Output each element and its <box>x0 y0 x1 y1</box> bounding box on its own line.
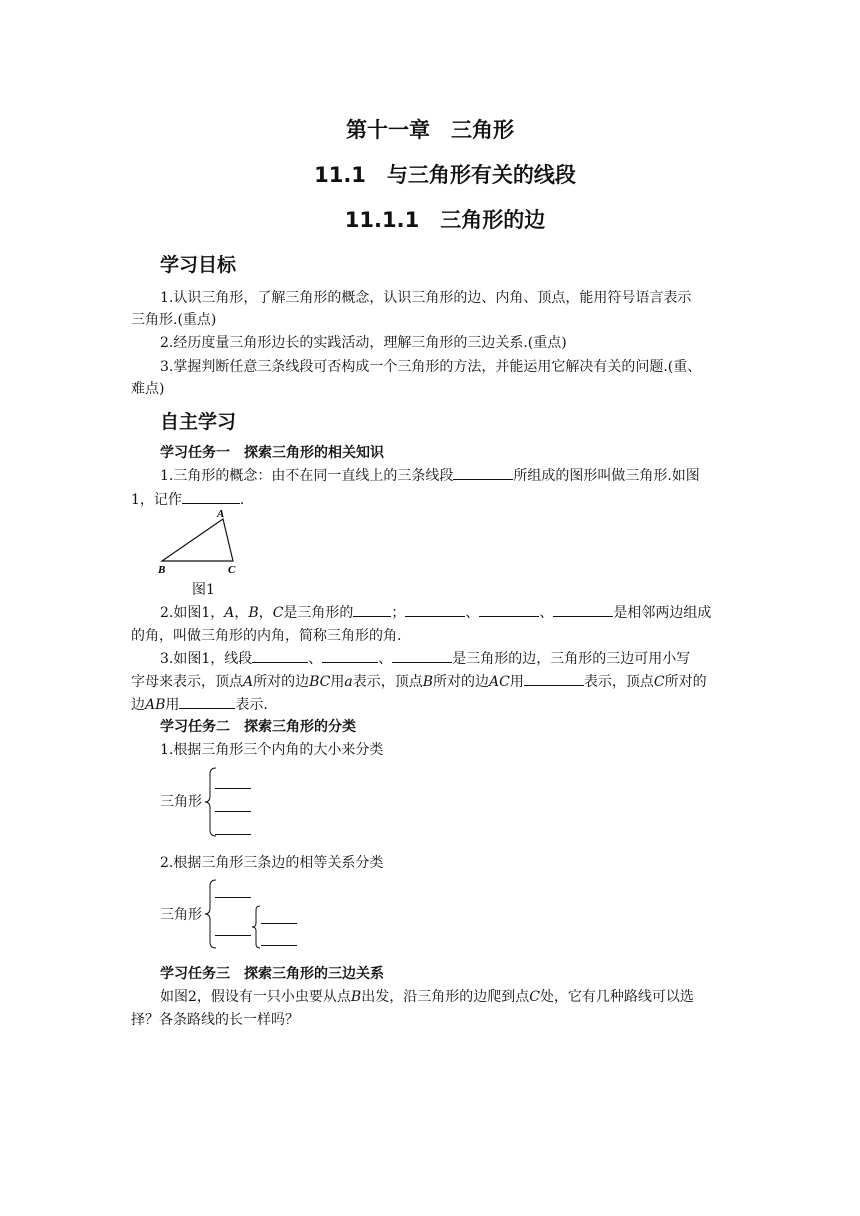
task3-title: 学习任务三 探索三角形的三边关系 <box>160 966 384 982</box>
vertex-a-label: A <box>217 508 225 520</box>
task1-q1-line2: 1，记作 . <box>131 488 244 512</box>
task2-title: 学习任务二 探索三角形的分类 <box>160 719 356 735</box>
answer-blank[interactable] <box>215 788 251 789</box>
task1-q3-line3: 边AB用 表示. <box>131 693 268 717</box>
vertex-c-label: C <box>228 564 236 576</box>
answer-blank[interactable] <box>215 834 251 835</box>
task2-q1: 1.根据三角形三个内角的大小来分类 <box>160 742 384 758</box>
answer-blank[interactable] <box>215 897 251 898</box>
classification-label-sides: 三角形 <box>160 907 202 923</box>
answer-blank[interactable] <box>179 694 235 709</box>
objectives-heading: 学习目标 <box>160 254 237 276</box>
answer-blank[interactable] <box>392 648 452 663</box>
answer-blank[interactable] <box>322 648 378 663</box>
task1-q1-line1: 1.三角形的概念：由不在同一直线上的三条线段 所组成的图形叫做三角形.如图 <box>160 464 700 488</box>
triangle-abc <box>162 519 233 561</box>
answer-blank[interactable] <box>479 602 539 617</box>
answer-blank[interactable] <box>261 923 297 924</box>
self-study-heading: 自主学习 <box>160 411 237 433</box>
brace-icon <box>251 905 263 949</box>
task3-text-line2: 择？各条路线的长一样吗？ <box>131 1012 299 1028</box>
vertex-b-label: B <box>158 564 166 576</box>
brace-icon <box>204 766 220 838</box>
answer-blank[interactable] <box>453 465 513 480</box>
task1-q3-line1: 3.如图1，线段 、 、 是三角形的边，三角形的三边可用小写 <box>160 647 690 671</box>
answer-blank[interactable] <box>405 602 465 617</box>
task1-q2-line2: 的角，叫做三角形的内角，简称三角形的角. <box>131 628 402 644</box>
answer-blank[interactable] <box>215 935 251 936</box>
task3-text-line1: 如图2，假设有一只小虫要从点B出发，沿三角形的边爬到点C处，它有几种路线可以选 <box>160 989 694 1005</box>
answer-blank[interactable] <box>261 945 297 946</box>
objective-2: 2.经历度量三角形边长的实践活动，理解三角形的三边关系.(重点) <box>160 335 567 351</box>
objective-1-line2: 三角形.(重点) <box>131 312 217 328</box>
answer-blank[interactable] <box>215 811 251 812</box>
triangle-figure-1 <box>150 505 250 577</box>
task2-q2: 2.根据三角形三条边的相等关系分类 <box>160 855 384 871</box>
section-title: 11.1 与三角形有关的线段 <box>314 163 576 187</box>
objective-3-line1: 3.掌握判断任意三条线段可否构成一个三角形的方法，并能运用它解决有关的问题.(重、 <box>160 359 702 375</box>
objective-1-line1: 1.认识三角形，了解三角形的概念，认识三角形的边、内角、顶点，能用符号语言表示 <box>160 290 692 306</box>
subsection-title: 11.1.1 三角形的边 <box>344 208 546 232</box>
answer-blank[interactable] <box>524 671 584 686</box>
chapter-title: 第十一章 三角形 <box>346 118 514 142</box>
brace-icon <box>204 878 220 950</box>
task1-q2-line1: 2.如图1，A，B，C是三角形的 ； 、 、 是相邻两边组成 <box>160 601 711 625</box>
task1-q3-line2: 字母来表示，顶点A所对的边BC用a表示，顶点B所对的边AC用 表示，顶点C所对的 <box>131 670 707 694</box>
answer-blank[interactable] <box>353 602 391 617</box>
figure-1-caption: 图1 <box>192 582 215 598</box>
answer-blank[interactable] <box>252 648 308 663</box>
objective-3-line2: 难点) <box>131 381 165 397</box>
answer-blank[interactable] <box>182 489 240 504</box>
answer-blank[interactable] <box>553 602 613 617</box>
classification-label-angles: 三角形 <box>160 794 202 810</box>
task1-title: 学习任务一 探索三角形的相关知识 <box>160 445 384 461</box>
